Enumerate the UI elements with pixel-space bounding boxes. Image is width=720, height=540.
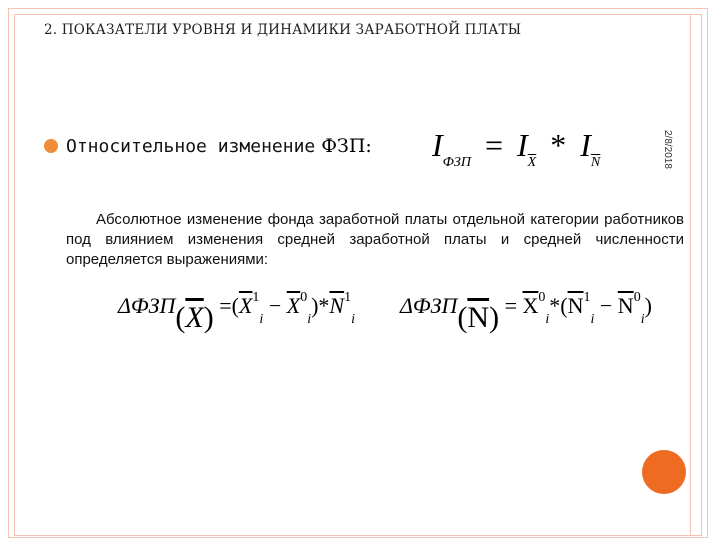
fr-close: ) (644, 293, 652, 318)
slide-frame-divider (690, 14, 691, 536)
decorative-circle (642, 450, 686, 494)
fl-minus: − (268, 293, 282, 318)
fl-x1-sup: 1 (252, 290, 260, 305)
fl-open: ( (231, 293, 239, 318)
bullet-tail: ФЗП: (321, 135, 372, 157)
bullet-text: Относительное изменение (66, 135, 316, 157)
fr-arg-paren: $(\overline{N})$ (457, 301, 500, 334)
formula-term2: I (580, 127, 591, 163)
slide-date: 2/8/2018 (662, 130, 673, 169)
slide-title: 2. ПОКАЗАТЕЛИ УРОВНЯ И ДИНАМИКИ ЗАРАБОТНОЙ ПЛАТЫ (44, 22, 522, 38)
formula-lhs: I (432, 127, 443, 163)
formula-term1: I (517, 127, 528, 163)
fl-arg-paren: $(\overline{X})$ (175, 301, 214, 334)
formula-equals: = (484, 127, 504, 163)
bullet-item (44, 130, 372, 162)
fl-n1-sup: 1 (344, 290, 352, 305)
fr-n0-sub: i (640, 312, 645, 327)
formula-term1-sub: X (527, 155, 537, 170)
fr-minus: − (599, 293, 613, 318)
fr-n0: $\overline{N}$ (617, 293, 634, 318)
fl-delta: ΔФЗП (118, 293, 176, 318)
relative-change-formula (432, 127, 600, 171)
fr-n1: $\overline{N}$ (567, 293, 584, 318)
description-paragraph (66, 210, 684, 270)
slide-frame-inner (14, 14, 702, 536)
fr-n1-sub: i (590, 312, 595, 327)
fr-arg: $\overline{N}$ (467, 301, 490, 334)
fr-open: ( (560, 293, 568, 318)
formula-multiply: * (550, 127, 567, 163)
bullet-icon (44, 139, 58, 153)
fl-mul: * (318, 293, 330, 318)
fl-x0-sub: i (307, 312, 312, 327)
fl-x0: $\overline{X}$ (286, 293, 301, 318)
formula-headcount-effect (400, 290, 652, 335)
fr-mul: * (549, 293, 561, 318)
fl-x1-sub: i (259, 312, 264, 327)
fl-n1: $\overline{N}$ (329, 293, 345, 318)
fr-equals: = (504, 293, 517, 318)
formula-wage-effect (118, 290, 355, 335)
fl-n1-sub: i (351, 312, 355, 327)
fl-close: ) (311, 293, 319, 318)
fl-x1: $\overline{X}$ (238, 293, 253, 318)
fr-x0: $\overline{X}$ (522, 293, 539, 318)
formula-term2-sub: N (590, 155, 601, 170)
fr-delta: ΔФЗП (400, 293, 458, 318)
formula-lhs-sub: ФЗП (442, 155, 471, 170)
fl-x0-sup: 0 (300, 290, 308, 305)
fr-x0-sup: 0 (538, 290, 546, 305)
paragraph-text: Абсолютное изменение фонда заработной платы отдельной категории работников под влиянием изменения средней заработной платы и средней численности определяется выражениями: (66, 211, 684, 268)
fr-n1-sup: 1 (583, 290, 591, 305)
fr-n0-sup: 0 (633, 290, 641, 305)
fl-equals: = (219, 293, 232, 318)
fr-x0-sub: i (545, 312, 550, 327)
fl-arg: $\overline{X}$ (185, 301, 204, 334)
